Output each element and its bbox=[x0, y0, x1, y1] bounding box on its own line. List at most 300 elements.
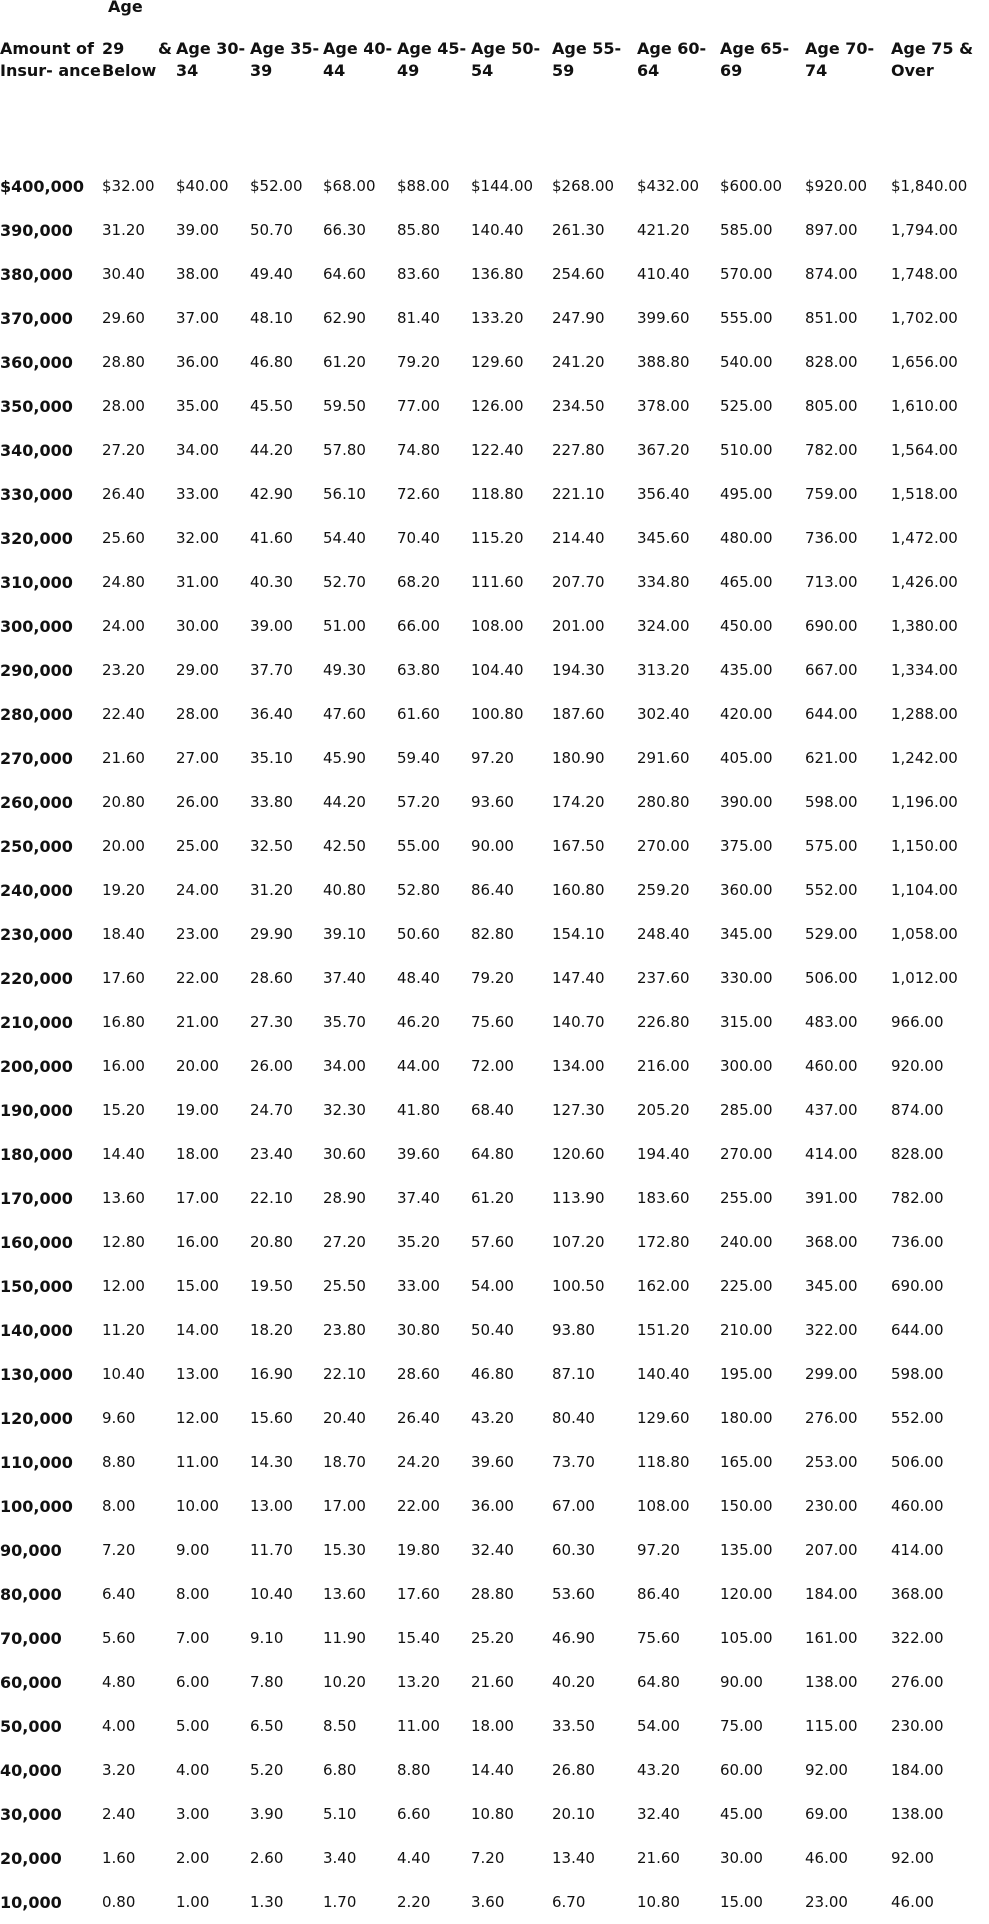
premium-cell: 495.00 bbox=[720, 485, 773, 503]
premium-cell: 129.60 bbox=[637, 1409, 690, 1427]
premium-cell: 73.70 bbox=[552, 1453, 595, 1471]
premium-cell: 207.00 bbox=[805, 1541, 858, 1559]
table-row bbox=[0, 1440, 989, 1484]
premium-cell: 248.40 bbox=[637, 925, 690, 943]
amount-cell: 80,000 bbox=[0, 1584, 62, 1604]
premium-cell: 575.00 bbox=[805, 837, 858, 855]
premium-cell: 19.20 bbox=[102, 881, 145, 899]
premium-cell: 194.30 bbox=[552, 661, 605, 679]
premium-cell: 57.80 bbox=[323, 441, 366, 459]
premium-cell: 44.00 bbox=[397, 1057, 440, 1075]
amount-cell: 220,000 bbox=[0, 968, 73, 988]
premium-cell: 127.30 bbox=[552, 1101, 605, 1119]
premium-cell: 667.00 bbox=[805, 661, 858, 679]
premium-cell: 6.50 bbox=[250, 1717, 284, 1735]
premium-cell: 154.10 bbox=[552, 925, 605, 943]
header-row bbox=[0, 0, 989, 120]
premium-cell: 2.20 bbox=[397, 1893, 431, 1911]
premium-cell: 334.80 bbox=[637, 573, 690, 591]
premium-cell: 483.00 bbox=[805, 1013, 858, 1031]
premium-cell: 160.80 bbox=[552, 881, 605, 899]
premium-cell: 20.80 bbox=[250, 1233, 293, 1251]
premium-cell: 26.40 bbox=[397, 1409, 440, 1427]
premium-cell: 736.00 bbox=[891, 1233, 944, 1251]
premium-cell: 82.80 bbox=[471, 925, 514, 943]
premium-cell: 81.40 bbox=[397, 309, 440, 327]
premium-cell: 64.80 bbox=[471, 1145, 514, 1163]
premium-cell: 0.80 bbox=[102, 1893, 136, 1911]
table-row bbox=[0, 1044, 989, 1088]
premium-cell: 1.30 bbox=[250, 1893, 284, 1911]
amount-cell: 140,000 bbox=[0, 1320, 73, 1340]
premium-cell: 61.60 bbox=[397, 705, 440, 723]
premium-cell: 1,702.00 bbox=[891, 309, 958, 327]
table-row bbox=[0, 1484, 989, 1528]
premium-cell: 11.90 bbox=[323, 1629, 366, 1647]
premium-cell: 35.00 bbox=[176, 397, 219, 415]
premium-cell: 39.00 bbox=[250, 617, 293, 635]
premium-cell: 552.00 bbox=[891, 1409, 944, 1427]
premium-cell: 221.10 bbox=[552, 485, 605, 503]
premium-cell: 20.80 bbox=[102, 793, 145, 811]
premium-cell: 54.40 bbox=[323, 529, 366, 547]
premium-cell: 28.80 bbox=[471, 1585, 514, 1603]
header-age-29-number: 29 bbox=[102, 39, 125, 58]
header-spacer bbox=[0, 120, 989, 164]
premium-cell: 183.60 bbox=[637, 1189, 690, 1207]
premium-cell: 410.40 bbox=[637, 265, 690, 283]
premium-cell: 460.00 bbox=[891, 1497, 944, 1515]
premium-cell: 8.00 bbox=[102, 1497, 136, 1515]
premium-cell: 39.00 bbox=[176, 221, 219, 239]
premium-cell: 162.00 bbox=[637, 1277, 690, 1295]
premium-cell: 3.40 bbox=[323, 1849, 357, 1867]
table-row bbox=[0, 296, 989, 340]
amount-cell: 370,000 bbox=[0, 308, 73, 328]
premium-cell: 30.00 bbox=[176, 617, 219, 635]
premium-cell: 30.40 bbox=[102, 265, 145, 283]
premium-cell: 299.00 bbox=[805, 1365, 858, 1383]
table-row bbox=[0, 208, 989, 252]
premium-cell: 480.00 bbox=[720, 529, 773, 547]
table-row bbox=[0, 340, 989, 384]
table-row bbox=[0, 692, 989, 736]
premium-cell: 540.00 bbox=[720, 353, 773, 371]
premium-cell: 15.40 bbox=[397, 1629, 440, 1647]
premium-cell: 6.60 bbox=[397, 1805, 431, 1823]
premium-cell: 1,334.00 bbox=[891, 661, 958, 679]
premium-cell: 31.20 bbox=[250, 881, 293, 899]
premium-cell: 79.20 bbox=[471, 969, 514, 987]
premium-cell: 40.30 bbox=[250, 573, 293, 591]
premium-cell: 315.00 bbox=[720, 1013, 773, 1031]
premium-cell: 31.20 bbox=[102, 221, 145, 239]
premium-cell: 10.80 bbox=[637, 1893, 680, 1911]
amount-cell: 50,000 bbox=[0, 1716, 62, 1736]
premium-cell: 17.60 bbox=[102, 969, 145, 987]
premium-cell: 2.40 bbox=[102, 1805, 136, 1823]
premium-cell: 225.00 bbox=[720, 1277, 773, 1295]
premium-cell: 437.00 bbox=[805, 1101, 858, 1119]
premium-cell: 184.00 bbox=[891, 1761, 944, 1779]
premium-cell: 241.20 bbox=[552, 353, 605, 371]
premium-cell: 59.40 bbox=[397, 749, 440, 767]
premium-cell: 18.40 bbox=[102, 925, 145, 943]
premium-cell: 345.00 bbox=[720, 925, 773, 943]
amount-cell: 360,000 bbox=[0, 352, 73, 372]
premium-cell: 35.70 bbox=[323, 1013, 366, 1031]
table-row bbox=[0, 736, 989, 780]
premium-cell: 13.60 bbox=[323, 1585, 366, 1603]
premium-cell: 214.40 bbox=[552, 529, 605, 547]
premium-cell: 38.00 bbox=[176, 265, 219, 283]
premium-cell: 230.00 bbox=[891, 1717, 944, 1735]
premium-cell: 23.80 bbox=[323, 1321, 366, 1339]
table-row bbox=[0, 1264, 989, 1308]
table-row bbox=[0, 1748, 989, 1792]
premium-cell: 8.80 bbox=[102, 1453, 136, 1471]
premium-cell: 87.10 bbox=[552, 1365, 595, 1383]
premium-cell: 375.00 bbox=[720, 837, 773, 855]
premium-cell: 122.40 bbox=[471, 441, 524, 459]
premium-cell: 19.50 bbox=[250, 1277, 293, 1295]
premium-cell: 420.00 bbox=[720, 705, 773, 723]
premium-cell: 61.20 bbox=[323, 353, 366, 371]
premium-cell: 40.20 bbox=[552, 1673, 595, 1691]
premium-cell: 322.00 bbox=[891, 1629, 944, 1647]
amount-cell: 240,000 bbox=[0, 880, 73, 900]
premium-cell: 54.00 bbox=[637, 1717, 680, 1735]
table-row bbox=[0, 560, 989, 604]
premium-cell: 276.00 bbox=[805, 1409, 858, 1427]
premium-cell: 12.80 bbox=[102, 1233, 145, 1251]
premium-cell: 49.40 bbox=[250, 265, 293, 283]
premium-cell: 151.20 bbox=[637, 1321, 690, 1339]
premium-cell: 9.60 bbox=[102, 1409, 136, 1427]
premium-cell: 57.20 bbox=[397, 793, 440, 811]
premium-cell: 828.00 bbox=[891, 1145, 944, 1163]
premium-cell: 135.00 bbox=[720, 1541, 773, 1559]
table-row bbox=[0, 164, 989, 208]
premium-cell: 22.00 bbox=[176, 969, 219, 987]
premium-cell: 50.70 bbox=[250, 221, 293, 239]
premium-cell: 120.60 bbox=[552, 1145, 605, 1163]
header-age-70-74: Age 70-74 bbox=[805, 39, 875, 80]
amount-cell: 30,000 bbox=[0, 1804, 62, 1824]
table-row bbox=[0, 780, 989, 824]
premium-cell: 24.80 bbox=[102, 573, 145, 591]
premium-cell: 330.00 bbox=[720, 969, 773, 987]
premium-cell: 26.00 bbox=[250, 1057, 293, 1075]
premium-cell: 598.00 bbox=[891, 1365, 944, 1383]
premium-cell: 115.00 bbox=[805, 1717, 858, 1735]
premium-cell: 460.00 bbox=[805, 1057, 858, 1075]
premium-cell: 10.40 bbox=[250, 1585, 293, 1603]
premium-cell: 60.00 bbox=[720, 1761, 763, 1779]
premium-cell: 1.60 bbox=[102, 1849, 136, 1867]
premium-cell: 25.00 bbox=[176, 837, 219, 855]
premium-cell: 14.40 bbox=[102, 1145, 145, 1163]
premium-cell: 26.00 bbox=[176, 793, 219, 811]
premium-cell: 13.00 bbox=[250, 1497, 293, 1515]
premium-cell: 17.00 bbox=[176, 1189, 219, 1207]
premium-cell: 62.90 bbox=[323, 309, 366, 327]
premium-cell: 37.40 bbox=[397, 1189, 440, 1207]
premium-cell: 7.00 bbox=[176, 1629, 210, 1647]
header-age-29-below-word: Below bbox=[102, 61, 157, 80]
premium-cell: 26.40 bbox=[102, 485, 145, 503]
premium-cell: 194.40 bbox=[637, 1145, 690, 1163]
premium-cell: 60.30 bbox=[552, 1541, 595, 1559]
premium-cell: 7.20 bbox=[102, 1541, 136, 1559]
premium-cell: 237.60 bbox=[637, 969, 690, 987]
table-row bbox=[0, 1308, 989, 1352]
premium-cell: 345.00 bbox=[805, 1277, 858, 1295]
premium-cell: 8.00 bbox=[176, 1585, 210, 1603]
premium-cell: 32.00 bbox=[176, 529, 219, 547]
premium-cell: 18.00 bbox=[176, 1145, 219, 1163]
premium-cell: 5.20 bbox=[250, 1761, 284, 1779]
premium-cell: 24.00 bbox=[102, 617, 145, 635]
premium-cell: 285.00 bbox=[720, 1101, 773, 1119]
premium-cell: 1,564.00 bbox=[891, 441, 958, 459]
premium-cell: 8.50 bbox=[323, 1717, 357, 1735]
premium-cell: 368.00 bbox=[805, 1233, 858, 1251]
premium-cell: 29.90 bbox=[250, 925, 293, 943]
premium-cell: $268.00 bbox=[552, 177, 615, 195]
premium-cell: 57.60 bbox=[471, 1233, 514, 1251]
premium-cell: 43.20 bbox=[471, 1409, 514, 1427]
premium-cell: 24.20 bbox=[397, 1453, 440, 1471]
premium-cell: 19.00 bbox=[176, 1101, 219, 1119]
premium-cell: 23.00 bbox=[176, 925, 219, 943]
premium-cell: 56.10 bbox=[323, 485, 366, 503]
premium-cell: 90.00 bbox=[471, 837, 514, 855]
header-amount-label: Amount of Insur- ance bbox=[0, 39, 101, 80]
premium-cell: 6.40 bbox=[102, 1585, 136, 1603]
amount-cell: 390,000 bbox=[0, 220, 73, 240]
premium-cell: 100.50 bbox=[552, 1277, 605, 1295]
header-age-30-34: Age 30-34 bbox=[176, 39, 246, 80]
amount-cell: 310,000 bbox=[0, 572, 73, 592]
table-row bbox=[0, 384, 989, 428]
premium-cell: 1,610.00 bbox=[891, 397, 958, 415]
premium-cell: 100.80 bbox=[471, 705, 524, 723]
premium-cell: 33.50 bbox=[552, 1717, 595, 1735]
premium-cell: 1,656.00 bbox=[891, 353, 958, 371]
premium-cell: 32.40 bbox=[637, 1805, 680, 1823]
premium-cell: $600.00 bbox=[720, 177, 783, 195]
premium-cell: 108.00 bbox=[637, 1497, 690, 1515]
premium-cell: $68.00 bbox=[323, 177, 376, 195]
premium-cell: 16.00 bbox=[102, 1057, 145, 1075]
premium-cell: 167.50 bbox=[552, 837, 605, 855]
premium-cell: 828.00 bbox=[805, 353, 858, 371]
premium-cell: 138.00 bbox=[805, 1673, 858, 1691]
premium-cell: 690.00 bbox=[805, 617, 858, 635]
premium-cell: 24.70 bbox=[250, 1101, 293, 1119]
premium-cell: 45.00 bbox=[720, 1805, 763, 1823]
premium-cell: 68.20 bbox=[397, 573, 440, 591]
premium-cell: 3.00 bbox=[176, 1805, 210, 1823]
table-row bbox=[0, 868, 989, 912]
premium-cell: 759.00 bbox=[805, 485, 858, 503]
premium-cell: 67.00 bbox=[552, 1497, 595, 1515]
premium-cell: 45.90 bbox=[323, 749, 366, 767]
premium-cell: 46.90 bbox=[552, 1629, 595, 1647]
premium-cell: 187.60 bbox=[552, 705, 605, 723]
header-age-45-49: Age 45-49 bbox=[397, 39, 467, 80]
header-age-60-64: Age 60-64 bbox=[637, 39, 707, 80]
premium-cell: 22.00 bbox=[397, 1497, 440, 1515]
header-age-29-ampersand: & bbox=[158, 39, 172, 58]
premium-cell: 388.80 bbox=[637, 353, 690, 371]
premium-cell: 108.00 bbox=[471, 617, 524, 635]
amount-cell: 160,000 bbox=[0, 1232, 73, 1252]
premium-cell: 64.60 bbox=[323, 265, 366, 283]
table-row bbox=[0, 1088, 989, 1132]
header-age-75-over: Age 75 & Over bbox=[891, 39, 974, 80]
premium-cell: 34.00 bbox=[323, 1057, 366, 1075]
premium-cell: 44.20 bbox=[323, 793, 366, 811]
premium-cell: 1,380.00 bbox=[891, 617, 958, 635]
premium-cell: 15.60 bbox=[250, 1409, 293, 1427]
table-row bbox=[0, 1836, 989, 1880]
premium-cell: 30.00 bbox=[720, 1849, 763, 1867]
premium-cell: 6.70 bbox=[552, 1893, 586, 1911]
premium-cell: 21.00 bbox=[176, 1013, 219, 1031]
premium-cell: 42.90 bbox=[250, 485, 293, 503]
premium-cell: 9.00 bbox=[176, 1541, 210, 1559]
premium-cell: 261.30 bbox=[552, 221, 605, 239]
premium-cell: 4.00 bbox=[102, 1717, 136, 1735]
premium-cell: 23.00 bbox=[805, 1893, 848, 1911]
premium-cell: 72.00 bbox=[471, 1057, 514, 1075]
premium-cell: 70.40 bbox=[397, 529, 440, 547]
premium-cell: 621.00 bbox=[805, 749, 858, 767]
premium-cell: 138.00 bbox=[891, 1805, 944, 1823]
premium-cell: 506.00 bbox=[805, 969, 858, 987]
premium-cell: 46.20 bbox=[397, 1013, 440, 1031]
premium-cell: 32.30 bbox=[323, 1101, 366, 1119]
premium-cell: 10.00 bbox=[176, 1497, 219, 1515]
premium-cell: 39.60 bbox=[397, 1145, 440, 1163]
amount-cell: 320,000 bbox=[0, 528, 73, 548]
premium-cell: 270.00 bbox=[637, 837, 690, 855]
table-row bbox=[0, 1792, 989, 1836]
premium-cell: 61.20 bbox=[471, 1189, 514, 1207]
premium-cell: 21.60 bbox=[637, 1849, 680, 1867]
premium-cell: 28.60 bbox=[250, 969, 293, 987]
premium-cell: 690.00 bbox=[891, 1277, 944, 1295]
premium-cell: 644.00 bbox=[891, 1321, 944, 1339]
premium-cell: 33.00 bbox=[397, 1277, 440, 1295]
premium-cell: 13.40 bbox=[552, 1849, 595, 1867]
premium-cell: 414.00 bbox=[891, 1541, 944, 1559]
premium-cell: 2.60 bbox=[250, 1849, 284, 1867]
premium-cell: 510.00 bbox=[720, 441, 773, 459]
premium-cell: 33.00 bbox=[176, 485, 219, 503]
amount-cell: 150,000 bbox=[0, 1276, 73, 1296]
premium-cell: 133.20 bbox=[471, 309, 524, 327]
premium-cell: 27.20 bbox=[102, 441, 145, 459]
premium-cell: 31.00 bbox=[176, 573, 219, 591]
table-row bbox=[0, 1220, 989, 1264]
premium-cell: 195.00 bbox=[720, 1365, 773, 1383]
amount-cell: 230,000 bbox=[0, 924, 73, 944]
premium-cell: 50.60 bbox=[397, 925, 440, 943]
premium-cell: 35.10 bbox=[250, 749, 293, 767]
amount-cell: 40,000 bbox=[0, 1760, 62, 1780]
premium-cell: 782.00 bbox=[805, 441, 858, 459]
premium-cell: 13.00 bbox=[176, 1365, 219, 1383]
premium-cell: 48.10 bbox=[250, 309, 293, 327]
premium-cell: 28.90 bbox=[323, 1189, 366, 1207]
premium-cell: 16.90 bbox=[250, 1365, 293, 1383]
premium-cell: 529.00 bbox=[805, 925, 858, 943]
amount-cell: 380,000 bbox=[0, 264, 73, 284]
premium-cell: 874.00 bbox=[891, 1101, 944, 1119]
amount-cell: 200,000 bbox=[0, 1056, 73, 1076]
premium-cell: 506.00 bbox=[891, 1453, 944, 1471]
premium-cell: 378.00 bbox=[637, 397, 690, 415]
premium-cell: 598.00 bbox=[805, 793, 858, 811]
premium-cell: 36.40 bbox=[250, 705, 293, 723]
premium-cell: 46.80 bbox=[471, 1365, 514, 1383]
premium-cell: 59.50 bbox=[323, 397, 366, 415]
premium-cell: 90.00 bbox=[720, 1673, 763, 1691]
premium-cell: 255.00 bbox=[720, 1189, 773, 1207]
premium-cell: 15.30 bbox=[323, 1541, 366, 1559]
premium-cell: 97.20 bbox=[471, 749, 514, 767]
premium-cell: 19.80 bbox=[397, 1541, 440, 1559]
premium-cell: 66.00 bbox=[397, 617, 440, 635]
premium-cell: 1,426.00 bbox=[891, 573, 958, 591]
premium-cell: 1,748.00 bbox=[891, 265, 958, 283]
premium-cell: 134.00 bbox=[552, 1057, 605, 1075]
premium-cell: 37.40 bbox=[323, 969, 366, 987]
premium-cell: 184.00 bbox=[805, 1585, 858, 1603]
premium-cell: 118.80 bbox=[637, 1453, 690, 1471]
premium-cell: 356.40 bbox=[637, 485, 690, 503]
amount-cell: 110,000 bbox=[0, 1452, 73, 1472]
premium-cell: 4.00 bbox=[176, 1761, 210, 1779]
premium-cell: $144.00 bbox=[471, 177, 534, 195]
premium-cell: 7.80 bbox=[250, 1673, 284, 1691]
premium-cell: 13.60 bbox=[102, 1189, 145, 1207]
premium-cell: 226.80 bbox=[637, 1013, 690, 1031]
premium-cell: 26.80 bbox=[552, 1761, 595, 1779]
premium-cell: 920.00 bbox=[891, 1057, 944, 1075]
premium-cell: 54.00 bbox=[471, 1277, 514, 1295]
premium-cell: 18.20 bbox=[250, 1321, 293, 1339]
premium-cell: 28.00 bbox=[102, 397, 145, 415]
premium-cell: 421.20 bbox=[637, 221, 690, 239]
premium-cell: 39.60 bbox=[471, 1453, 514, 1471]
premium-cell: 525.00 bbox=[720, 397, 773, 415]
premium-cell: 80.40 bbox=[552, 1409, 595, 1427]
premium-cell: 18.70 bbox=[323, 1453, 366, 1471]
premium-cell: 254.60 bbox=[552, 265, 605, 283]
premium-cell: 10.40 bbox=[102, 1365, 145, 1383]
premium-cell: 29.60 bbox=[102, 309, 145, 327]
premium-cell: $40.00 bbox=[176, 177, 229, 195]
premium-cell: 43.20 bbox=[637, 1761, 680, 1779]
premium-cell: 32.50 bbox=[250, 837, 293, 855]
premium-cell: 22.10 bbox=[323, 1365, 366, 1383]
premium-cell: 93.80 bbox=[552, 1321, 595, 1339]
premium-cell: $52.00 bbox=[250, 177, 303, 195]
